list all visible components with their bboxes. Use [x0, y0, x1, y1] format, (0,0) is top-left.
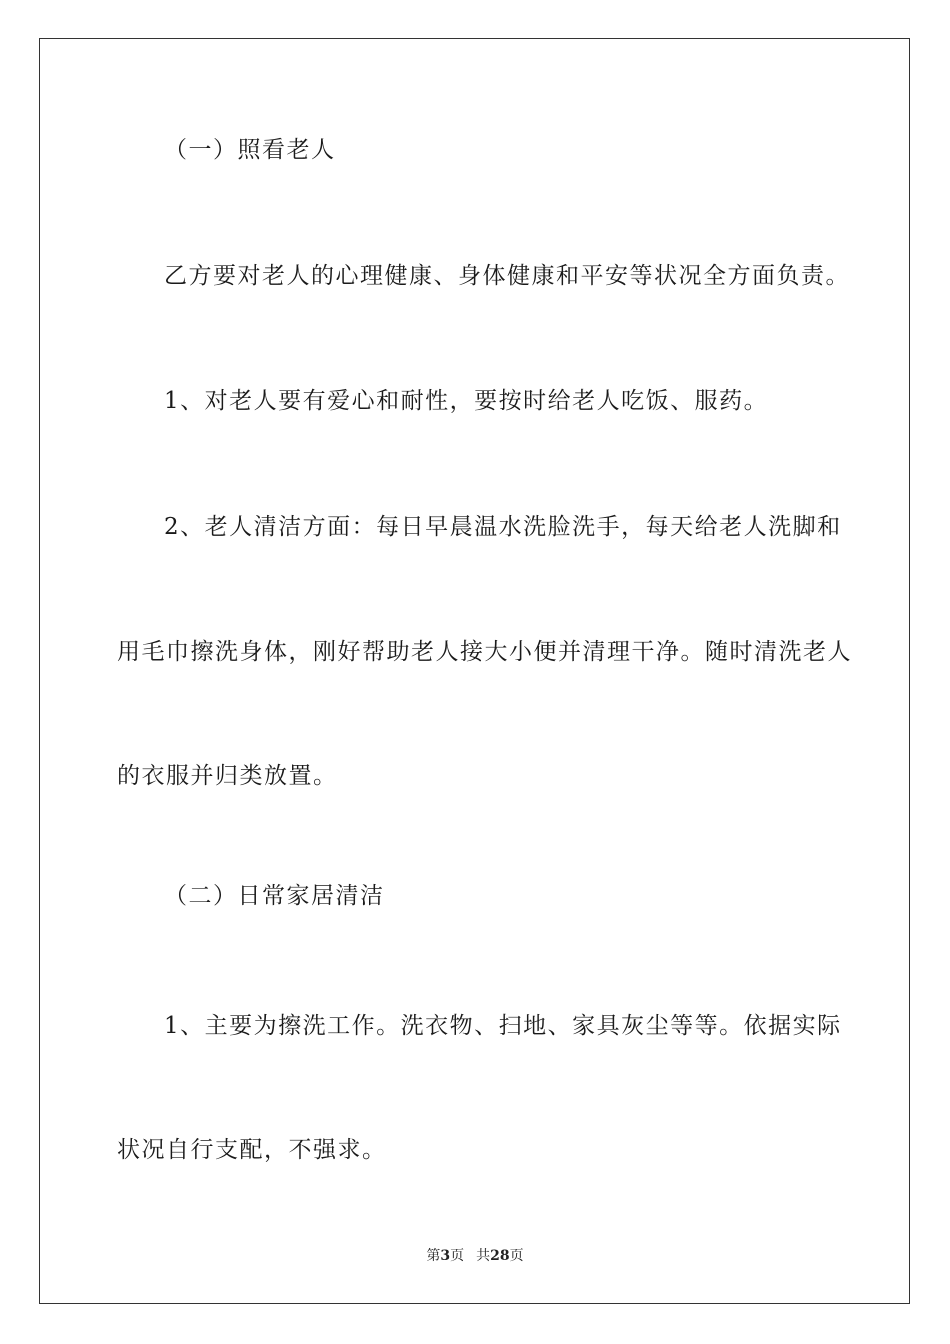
footer-page-prefix: 第 — [426, 1248, 441, 1264]
page-border — [39, 38, 910, 1304]
footer-total-prefix: 共 — [476, 1248, 491, 1264]
list-item-1-patience: 1、对老人要有爱心和耐性，要按时给老人吃饭、服药。 — [164, 388, 769, 414]
list-item-1-wiping-line-2: 状况自行支配，不强求。 — [117, 1137, 387, 1163]
list-item-1-wiping-line-1: 1、主要为擦洗工作。洗衣物、扫地、家具灰尘等等。依据实际 — [164, 1013, 842, 1039]
section-heading-care-elderly: （一）照看老人 — [164, 137, 336, 163]
list-item-2-cleaning-line-3: 的衣服并归类放置。 — [117, 763, 338, 789]
list-item-2-cleaning-line-2: 用毛巾擦洗身体，刚好帮助老人接大小便并清理干净。随时清洗老人 — [117, 639, 852, 665]
paragraph-responsibility: 乙方要对老人的心理健康、身体健康和平安等状况全方面负责。 — [164, 263, 850, 289]
footer-page-suffix: 页 — [450, 1248, 465, 1264]
footer-page-number: 3 — [440, 1248, 451, 1264]
footer-total-pages: 28 — [490, 1248, 510, 1264]
page-footer — [0, 1247, 950, 1265]
footer-total-suffix: 页 — [509, 1248, 524, 1264]
section-heading-home-cleaning: （二）日常家居清洁 — [164, 883, 385, 909]
list-item-2-cleaning-line-1: 2、老人清洁方面：每日早晨温水洗脸洗手，每天给老人洗脚和 — [164, 514, 842, 540]
